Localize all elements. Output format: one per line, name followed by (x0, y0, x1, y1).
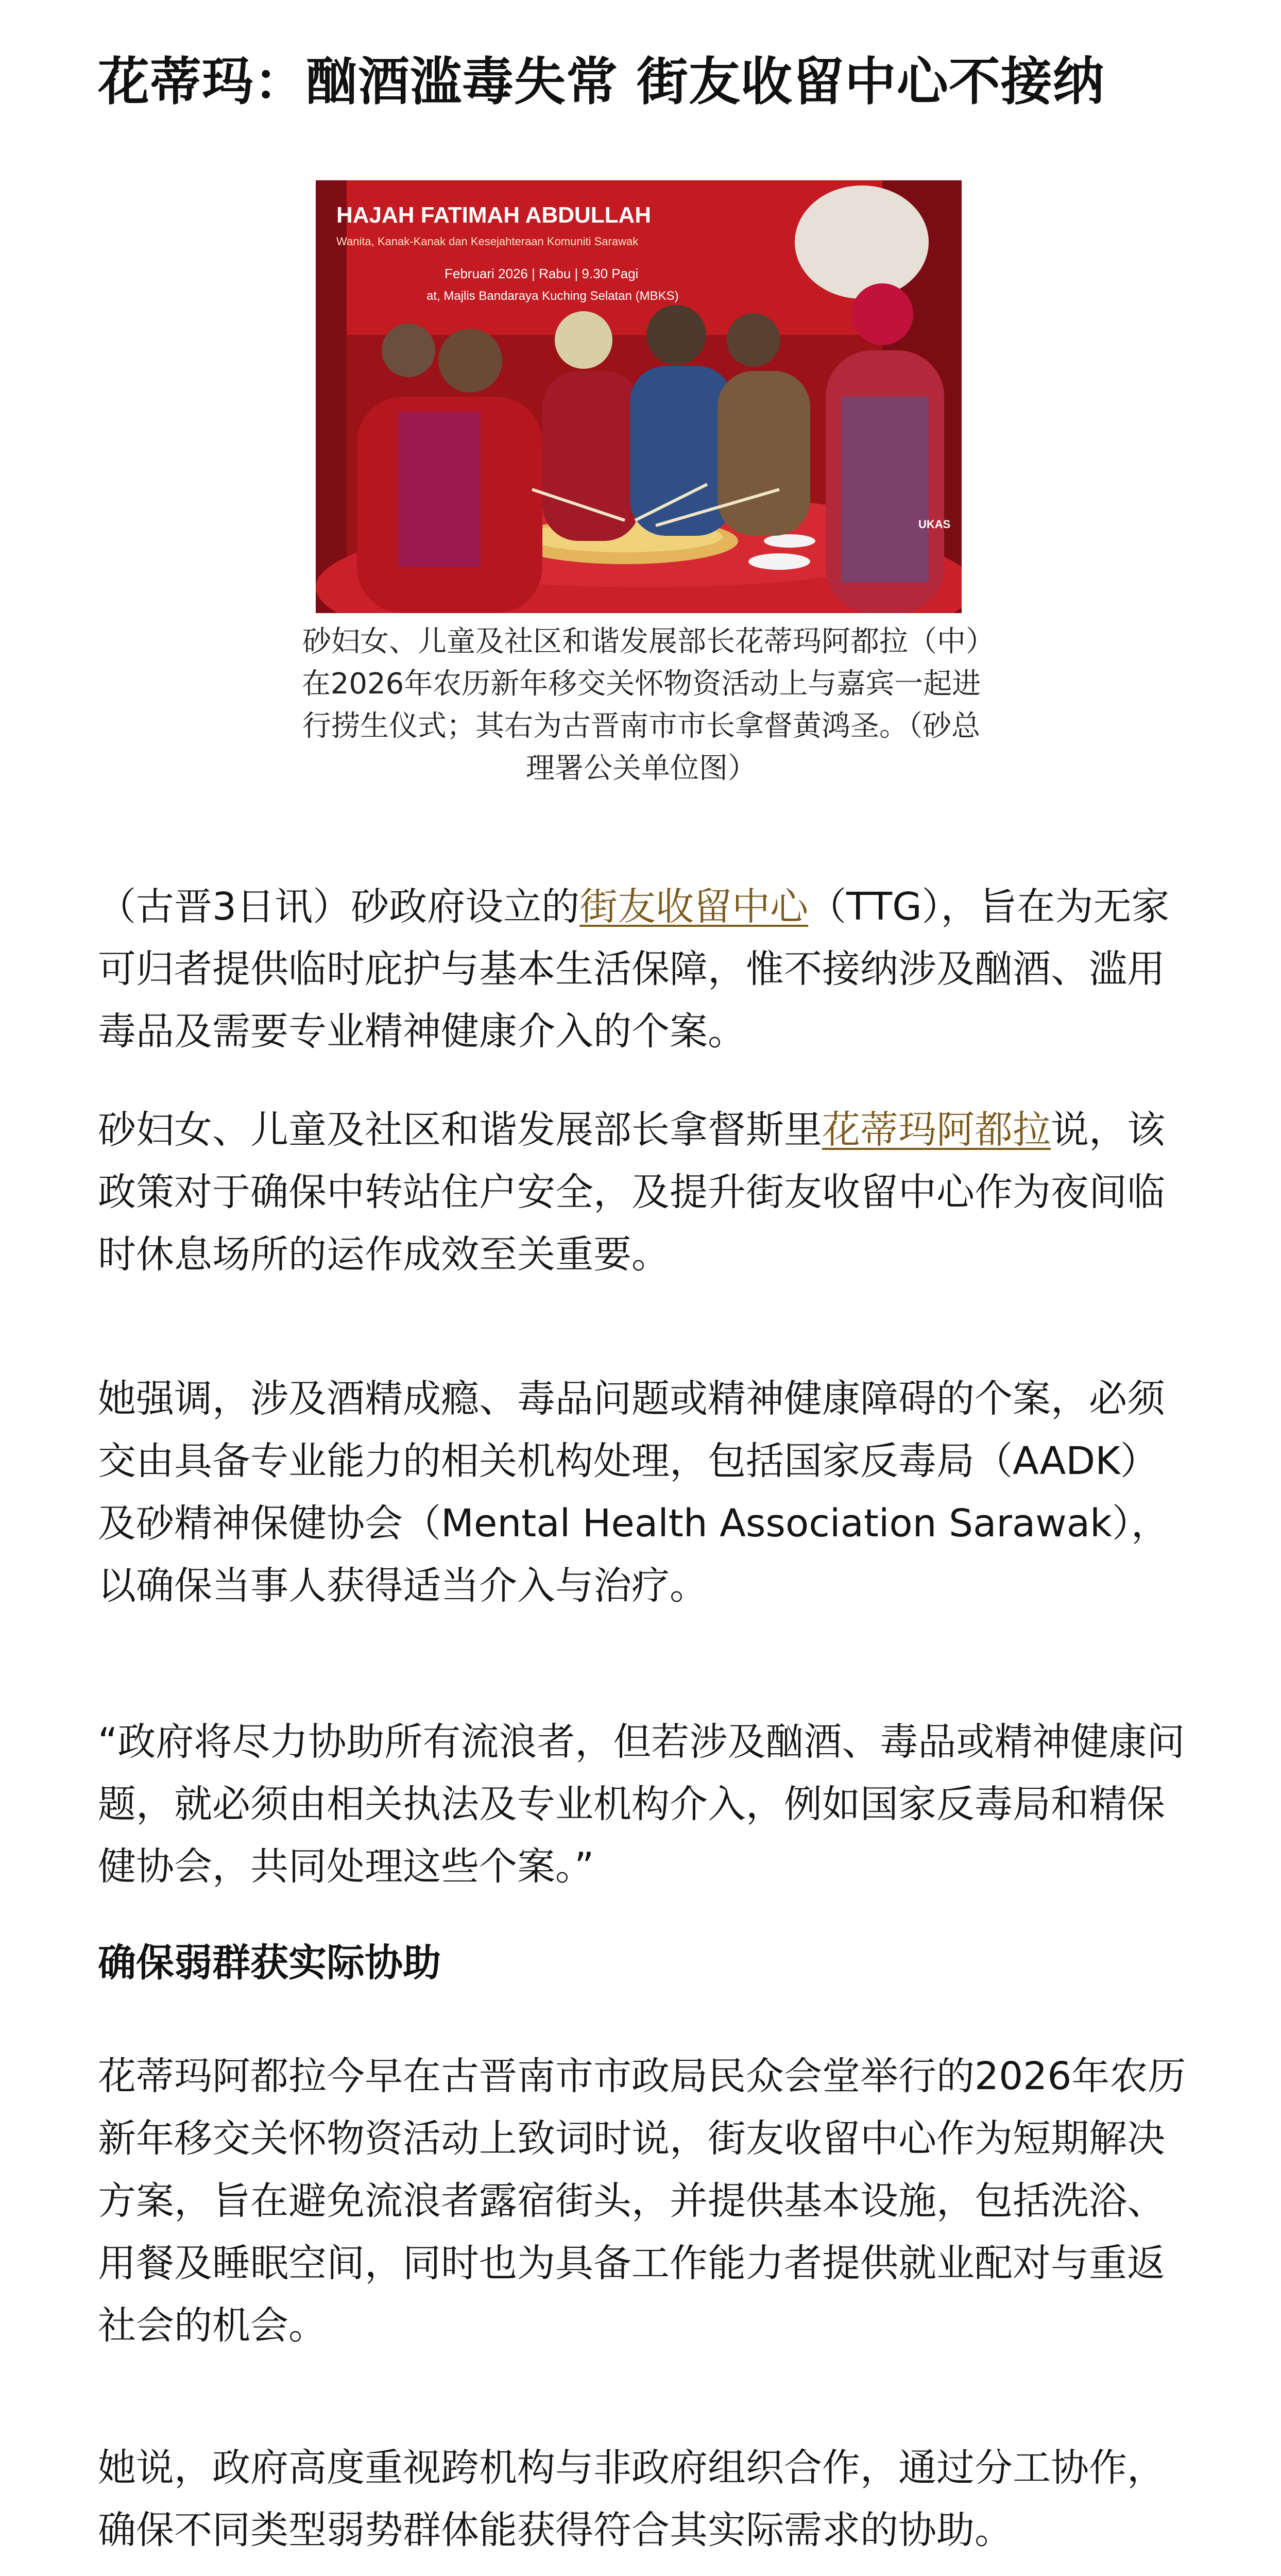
paragraph-2-lead: 砂妇女、儿童及社区和谐发展部长拿督斯里 (98, 1108, 822, 1152)
article-photo (316, 180, 962, 613)
banner-subtitle-text: Wanita, Kanak-Kanak dan Kesejahteraan Komuniti Sarawak (336, 235, 639, 248)
link-fatimah-abdullah[interactable]: 花蒂玛阿都拉 (822, 1108, 1051, 1152)
paragraph-5: 花蒂玛阿都拉今早在古晋南市市政局民众会堂举行的2026年农历新年移交关怀物资活动上致词时说，街友收留中心作为短期解决方案，旨在避免流浪者露宿街头，并提供基本设施，包括洗浴、用餐及睡眠空间，同时也为具备工作能力者提供就业配对与重返社会的机会。 (98, 2054, 1186, 2348)
photo-caption: 砂妇女、儿童及社区和谐发展部长花蒂玛阿都拉（中）在2026年农历新年移交关怀物资活动上与嘉宾一起进行捞生仪式；其右为古晋南市市长拿督黄鸿圣。（砂总理署公关单位图） (301, 625, 981, 785)
paragraph-2 (98, 1099, 1195, 1286)
paragraph-1-lead: （古晋3日讯）砂政府设立的 (98, 885, 580, 929)
paragraph-1-rest: （TTG），旨在为无家可归者提供临时庇护与基本生活保障，惟不接纳涉及酗酒、滥用毒品及需要专业精神健康介入的个案。 (98, 885, 1170, 1054)
banner-name-text: HAJAH FATIMAH ABDULLAH (336, 202, 652, 228)
photo-watermark: UKAS (918, 518, 951, 531)
paragraph-1 (98, 876, 1195, 1063)
paragraph-6: 她说，政府高度重视跨机构与非政府组织合作，通过分工协作，确保不同类型弱势群体能获得符合其实际需求的协助。 (98, 2446, 1165, 2552)
banner-venue-text: at, Majlis Bandaraya Kuching Selatan (MBKS) (426, 289, 679, 303)
section-subheading: 确保弱群获实际协助 (98, 1941, 441, 1985)
article-title: 花蒂玛：酗酒滥毒失常 街友收留中心不接纳 (98, 52, 1105, 112)
paragraph-3: 她强调，涉及酒精成瘾、毒品问题或精神健康障碍的个案，必须交由具备专业能力的相关机构处理，包括国家反毒局（AADK）及砂精神保健协会（Mental Health Association Sarawak），以确保当事人获得适当介入与治疗。 (98, 1377, 1169, 1608)
article-figure (316, 180, 962, 613)
link-homeless-shelter[interactable]: 街友收留中心 (579, 885, 809, 929)
paragraph-2-rest: 说，该政策对于确保中转站住户安全，及提升街友收留中心作为夜间临时休息场所的运作成效至关重要。 (98, 1108, 1165, 1277)
paragraph-4: “政府将尽力协助所有流浪者，但若涉及酗酒、毒品或精神健康问题，就必须由相关执法及专业机构介入，例如国家反毒局和精保健协会，共同处理这些个案。” (98, 1720, 1185, 1889)
banner-date-text: Februari 2026 | Rabu | 9.30 Pagi (445, 266, 639, 281)
